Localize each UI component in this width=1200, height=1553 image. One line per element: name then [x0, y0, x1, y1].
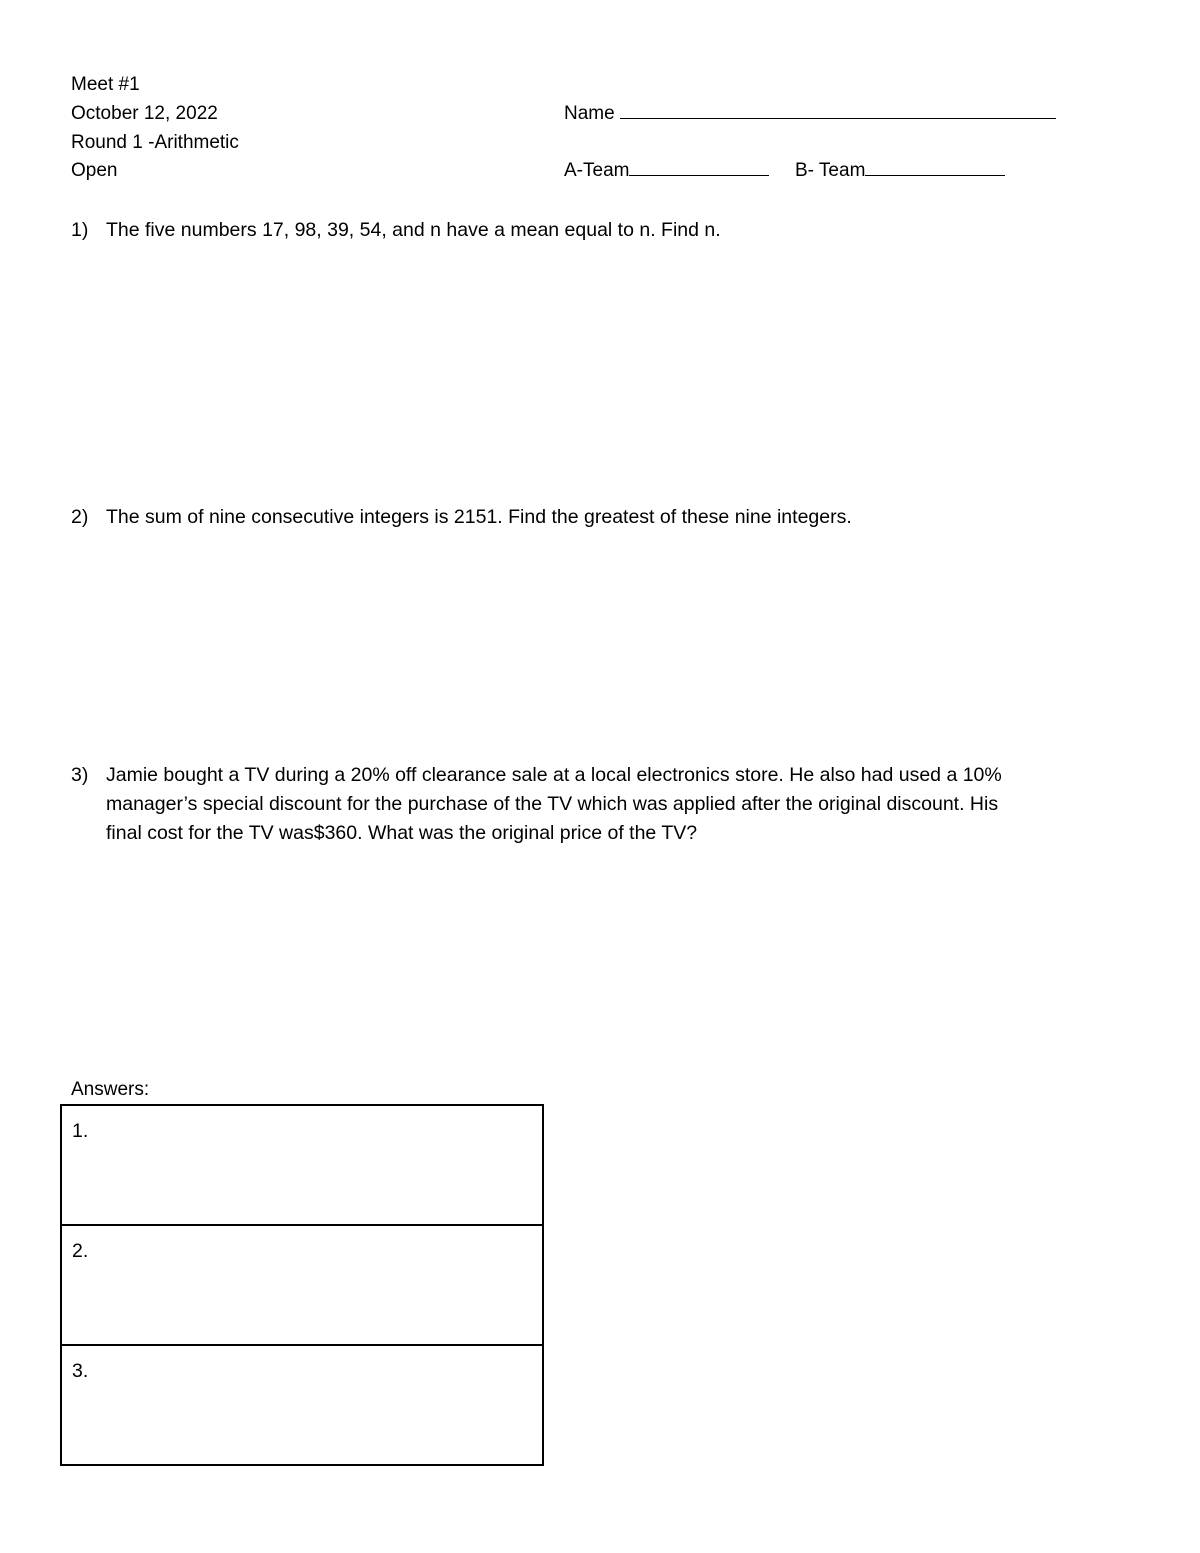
- a-team-field[interactable]: [564, 159, 769, 183]
- name-label: Name: [564, 103, 615, 124]
- meet-date: October 12, 2022: [71, 103, 218, 124]
- answer-cell-1[interactable]: [61, 1105, 543, 1225]
- name-blank[interactable]: [620, 102, 1056, 119]
- question-number: 3): [71, 764, 89, 786]
- question-number: 2): [71, 506, 89, 528]
- question-text-line: manager’s special discount for the purchase of the TV which was applied after the original discount. His: [106, 793, 999, 815]
- b-team-field[interactable]: [795, 159, 1005, 183]
- division-label: Open: [71, 160, 118, 181]
- name-field[interactable]: [564, 102, 1056, 126]
- b-team-label: B- Team: [795, 160, 866, 181]
- answer-number: 1.: [72, 1120, 89, 1142]
- question-3: [71, 761, 1131, 848]
- answer-cell-3[interactable]: [61, 1345, 543, 1465]
- question-text-line: Jamie bought a TV during a 20% off clearance sale at a local electronics store. He also had used a 10%: [106, 764, 1002, 786]
- question-2: [71, 503, 1131, 532]
- answers-table: [60, 1104, 544, 1466]
- question-1: [71, 216, 1131, 245]
- b-team-blank[interactable]: [865, 159, 1005, 176]
- answer-row[interactable]: [61, 1105, 543, 1225]
- answer-number: 2.: [72, 1240, 89, 1262]
- answers-label: Answers:: [71, 1079, 150, 1100]
- question-number: 1): [71, 219, 89, 241]
- answer-row[interactable]: [61, 1345, 543, 1465]
- question-text: The five numbers 17, 98, 39, 54, and n have a mean equal to n. Find n.: [106, 219, 721, 241]
- question-text-line: final cost for the TV was$360. What was the original price of the TV?: [106, 822, 698, 844]
- question-text: The sum of nine consecutive integers is 2151. Find the greatest of these nine integers.: [106, 506, 852, 528]
- round-title: Round 1 -Arithmetic: [71, 132, 239, 153]
- a-team-label: A-Team: [564, 160, 630, 181]
- answer-row[interactable]: [61, 1225, 543, 1345]
- answer-number: 3.: [72, 1360, 89, 1382]
- a-team-blank[interactable]: [629, 159, 769, 176]
- meet-title: Meet #1: [71, 74, 140, 95]
- answer-cell-2[interactable]: [61, 1225, 543, 1345]
